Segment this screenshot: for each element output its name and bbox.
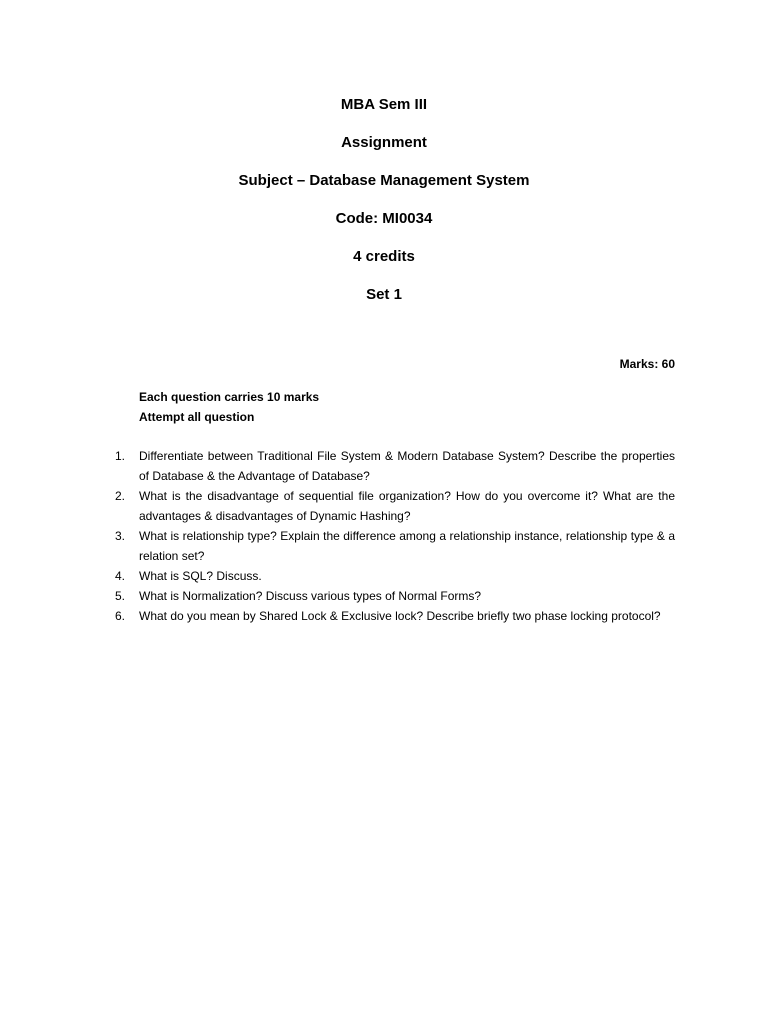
- question-text: What is the disadvantage of sequential file organization? How do you overcome it? What are the advantages & disadvantages of Dynamic Hashing?: [139, 489, 675, 523]
- instruction-marks: Each question carries 10 marks: [139, 390, 320, 404]
- question-number: 6.: [115, 609, 126, 623]
- question-text: What is relationship type? Explain the difference among a relationship instance, relationship type & a relation set?: [139, 529, 675, 563]
- course-code: Code: MI0034: [335, 210, 433, 227]
- set-label: Set 1: [366, 286, 402, 303]
- question-number: 2.: [115, 489, 126, 503]
- instructions: [139, 387, 319, 427]
- program-title: MBA Sem III: [340, 96, 428, 113]
- question-number: 4.: [115, 569, 126, 583]
- question-item: [110, 586, 675, 606]
- question-number: 5.: [115, 589, 126, 603]
- subject-title: Subject – Database Management System: [238, 172, 530, 189]
- question-item: [110, 566, 675, 586]
- question-number: 1.: [115, 449, 126, 463]
- total-marks: Marks: 60: [619, 357, 675, 371]
- question-item: [110, 486, 675, 526]
- question-number: 3.: [115, 529, 126, 543]
- question-item: [110, 606, 675, 626]
- question-item: [110, 446, 675, 486]
- credits: 4 credits: [353, 248, 415, 265]
- question-text: What do you mean by Shared Lock & Exclusive lock? Describe briefly two phase locking protocol?: [139, 609, 661, 623]
- question-text: What is Normalization? Discuss various types of Normal Forms?: [139, 589, 482, 603]
- question-item: [110, 526, 675, 566]
- question-list: [110, 446, 675, 626]
- instruction-attempt: Attempt all question: [139, 410, 255, 424]
- question-text: Differentiate between Traditional File System & Modern Database System? Describe the properties of Database & the Advantage of Database?: [139, 449, 675, 483]
- question-text: What is SQL? Discuss.: [139, 569, 262, 583]
- document-type: Assignment: [341, 134, 427, 151]
